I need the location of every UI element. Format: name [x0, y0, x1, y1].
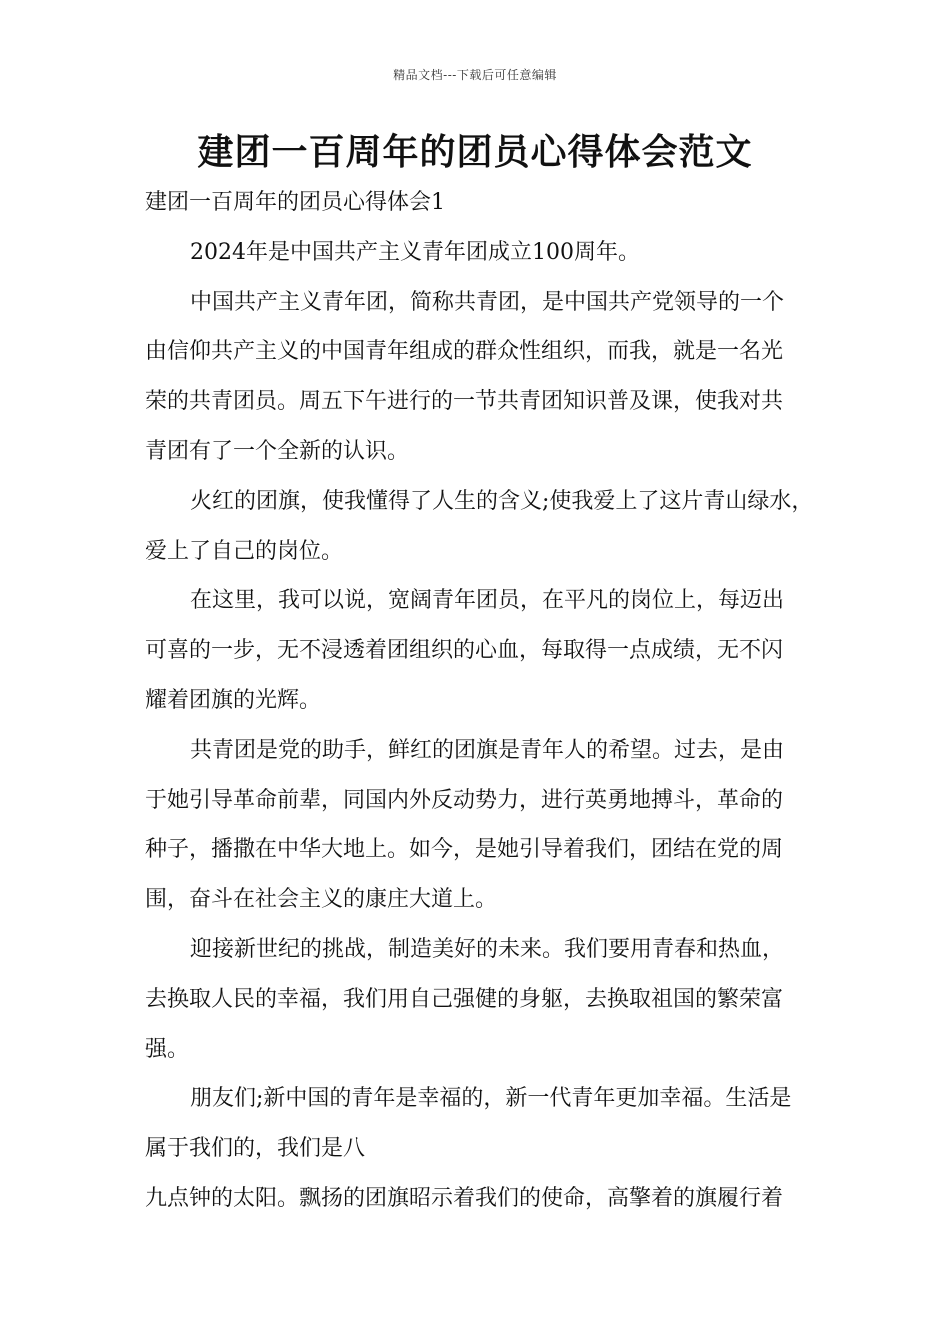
paragraph-line: 共青团是党的助手，鲜红的团旗是青年人的希望。过去，是由: [190, 737, 785, 763]
paragraph-line: 火红的团旗，使我懂得了人生的含义;使我爱上了这片青山绿水，: [190, 488, 814, 514]
paragraph-line: 2024年是中国共产主义青年团成立100周年。: [190, 239, 640, 265]
paragraph-line: 荣的共青团员。周五下午进行的一节共青团知识普及课，使我对共: [145, 389, 784, 415]
paragraph-line: 由信仰共产主义的中国青年组成的群众性组织，而我，就是一名光: [145, 339, 784, 365]
paragraph-line: 九点钟的太阳。飘扬的团旗昭示着我们的使命，高擎着的旗履行着: [145, 1185, 784, 1211]
paragraph-line: 属于我们的，我们是八: [145, 1136, 366, 1162]
paragraph-line: 强。: [145, 1036, 190, 1062]
paragraph-line: 中国共产主义青年团，简称共青团，是中国共产党领导的一个: [190, 289, 785, 315]
document-title: 建团一百周年的团员心得体会范文: [197, 131, 753, 173]
paragraph-line: 在这里，我可以说，宽阔青年团员，在平凡的岗位上，每迈出: [190, 588, 785, 614]
paragraph-line: 耀着团旗的光辉。: [145, 687, 322, 713]
paragraph-line: 爱上了自己的岗位。: [145, 538, 344, 564]
paragraph-line: 朋友们;新中国的青年是幸福的，新一代青年更加幸福。生活是: [190, 1086, 792, 1112]
section-heading: 建团一百周年的团员心得体会1: [145, 190, 445, 215]
paragraph-line: 青团有了一个全新的认识。: [145, 438, 410, 464]
paragraph-line: 于她引导革命前辈，同国内外反动势力，进行英勇地搏斗，革命的: [145, 787, 784, 813]
paragraph-line: 去换取人民的幸福，我们用自己强健的身躯，去换取祖国的繁荣富: [145, 986, 784, 1012]
paragraph-line: 迎接新世纪的挑战，制造美好的未来。我们要用青春和热血，: [190, 936, 785, 962]
paragraph-line: 可喜的一步，无不浸透着团组织的心血，每取得一点成绩，无不闪: [145, 638, 784, 664]
header-note: 精品文档---下载后可任意编辑: [393, 68, 557, 82]
paragraph-line: 围，奋斗在社会主义的康庄大道上。: [145, 887, 498, 913]
paragraph-line: 种子，播撒在中华大地上。如今，是她引导着我们，团结在党的周: [145, 837, 784, 863]
document-body: [145, 178, 813, 1224]
